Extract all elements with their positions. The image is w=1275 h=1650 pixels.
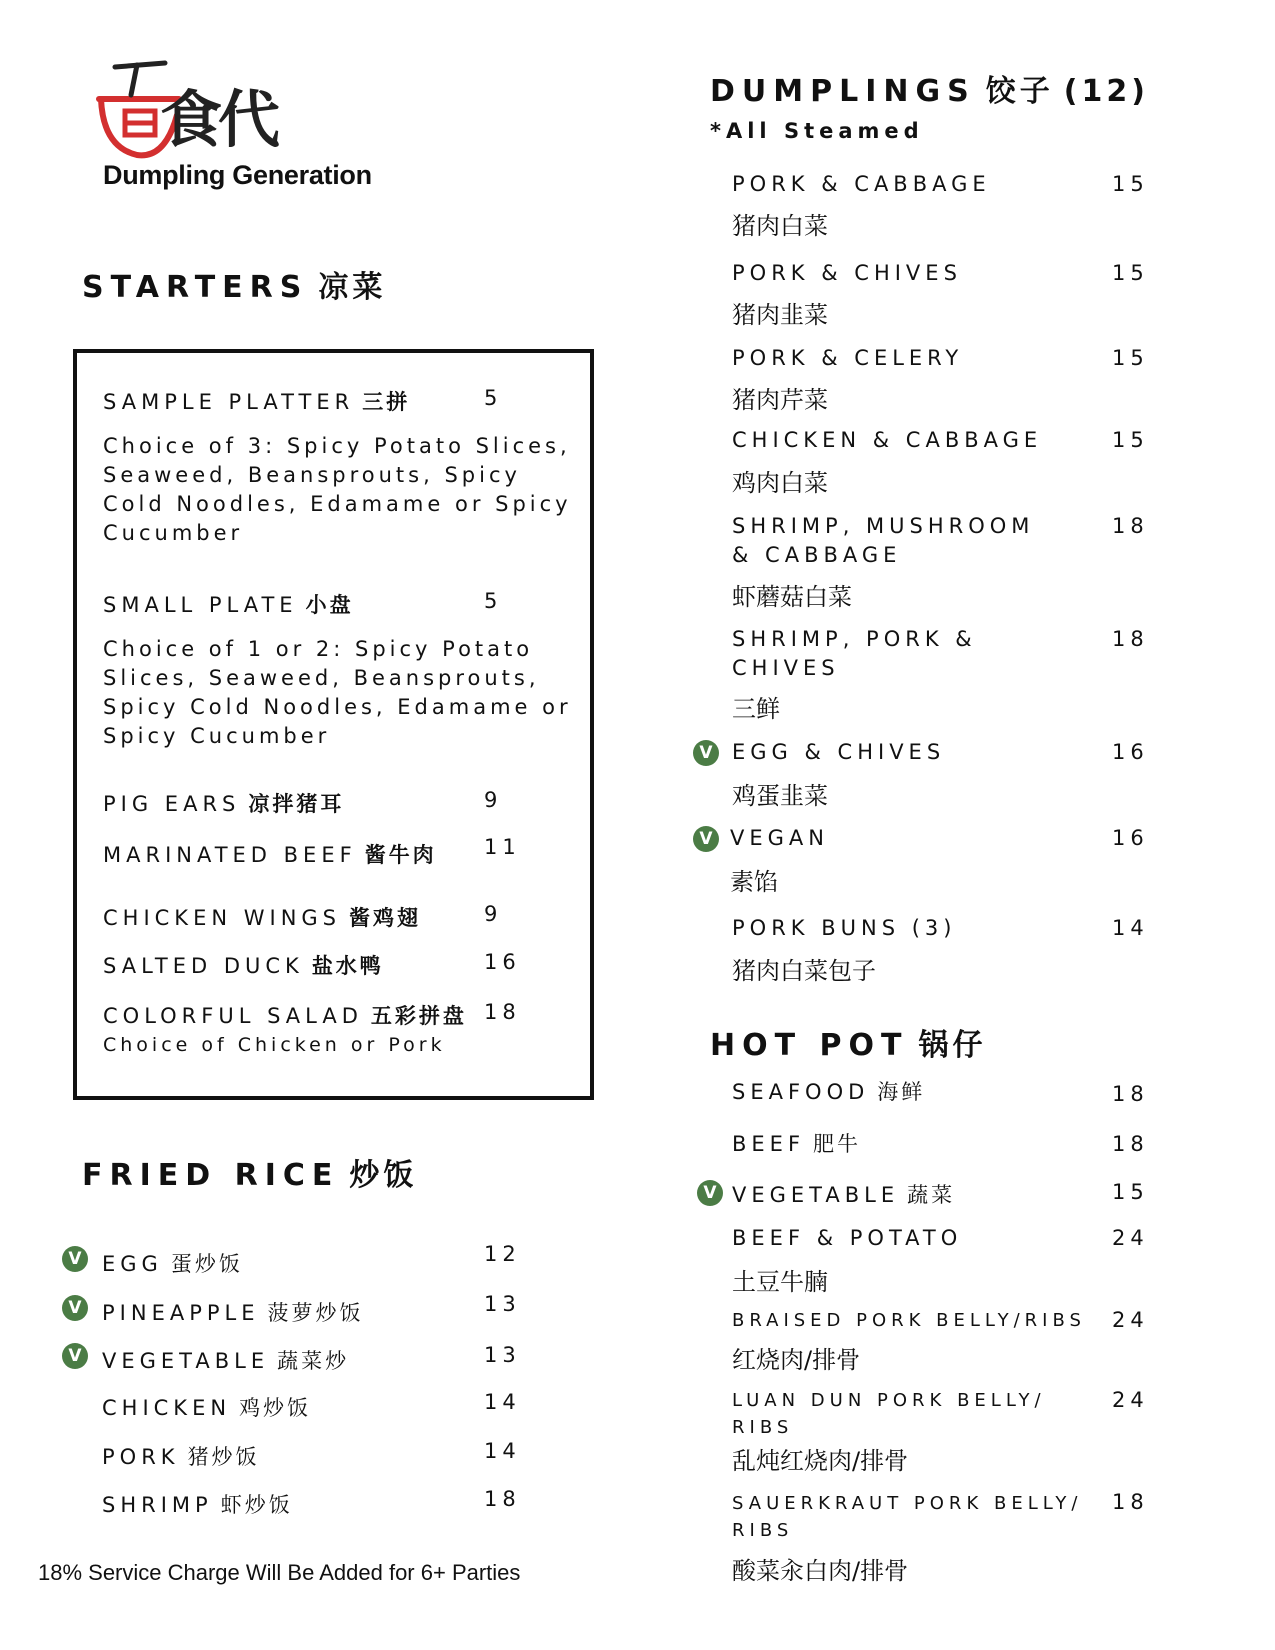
fried-rice-item-price: 18 (484, 1487, 521, 1511)
vegetarian-icon: V (62, 1246, 88, 1272)
dumpling-item-cn: 猪肉白菜 (732, 212, 828, 240)
hot-pot-item-cn: 土豆牛腩 (732, 1268, 828, 1296)
dumpling-item-price: 18 (1112, 514, 1149, 538)
starter-item-name: SALTED DUCK 盐水鸭 (103, 954, 384, 978)
dumpling-item-cn: 鸡肉白菜 (732, 469, 828, 497)
dumpling-item-name: CHICKEN & CABBAGE (732, 428, 1043, 452)
starter-item-desc: Choice of 1 or 2: Spicy Potato Slices, Seaweed, Beansprouts, Spicy Cold Noodles, Edamame or Spicy Cucumber (103, 637, 572, 748)
dumpling-item-cn: 三鲜 (732, 695, 780, 723)
dumpling-item-price: 15 (1112, 261, 1149, 285)
dumpling-item-name: PORK & CHIVES (732, 261, 962, 285)
starter-item-name: SAMPLE PLATTER 三拼 (103, 390, 411, 414)
dumpling-item-name: CHIVES (732, 656, 840, 680)
starter-item-name: MARINATED BEEF 酱牛肉 (103, 843, 437, 867)
hot-pot-item-price: 24 (1112, 1308, 1149, 1332)
starter-item-name: SMALL PLATE 小盘 (103, 593, 354, 617)
hot-pot-item-name: SEAFOOD 海鲜 (732, 1080, 926, 1104)
hot-pot-item-name: SAUERKRAUT PORK BELLY/ (732, 1493, 1083, 1514)
hot-pot-item-name: BEEF 肥牛 (732, 1132, 862, 1156)
hot-pot-item-cn: 红烧肉/排骨 (732, 1346, 861, 1374)
dumpling-item-price: 15 (1112, 428, 1149, 452)
dumpling-item-name: PORK & CELERY (732, 346, 964, 370)
dumpling-item-name: SHRIMP, PORK & (732, 627, 977, 651)
vegetarian-icon: V (62, 1343, 88, 1369)
starter-item-name: COLORFUL SALAD 五彩拼盘 (103, 1004, 467, 1028)
dumpling-item-name: & CABBAGE (732, 543, 902, 567)
starter-item-name: PIG EARS 凉拌猪耳 (103, 792, 345, 816)
hot-pot-item-price: 18 (1112, 1132, 1149, 1156)
starter-item-price: 11 (484, 835, 521, 859)
fried-rice-item-name: EGG 蛋炒饭 (102, 1252, 243, 1276)
hot-pot-item-price: 24 (1112, 1226, 1149, 1250)
vegetarian-icon: V (693, 826, 719, 852)
dumplings-subtitle: *All Steamed (710, 119, 924, 143)
fried-rice-item-price: 13 (484, 1292, 521, 1316)
fried-rice-item-name: CHICKEN 鸡炒饭 (102, 1396, 312, 1420)
fried-rice-item-price: 12 (484, 1242, 521, 1266)
vegetarian-icon: V (693, 740, 719, 766)
hot-pot-item-price: 18 (1112, 1082, 1149, 1106)
dumpling-item-price: 16 (1112, 740, 1149, 764)
fried-rice-item-name: SHRIMP 虾炒饭 (102, 1493, 293, 1517)
fried-rice-item-name: PINEAPPLE 菠萝炒饭 (102, 1301, 364, 1325)
dumpling-item-name: PORK & CABBAGE (732, 172, 991, 196)
hot-pot-item-name: RIBS (732, 1417, 794, 1438)
dumpling-item-cn: 虾蘑菇白菜 (732, 583, 852, 611)
dumplings-title: DUMPLINGS 饺子 (12) (710, 74, 1149, 109)
dumpling-item-cn: 猪肉白菜包子 (732, 957, 876, 985)
dumpling-item-name: EGG & CHIVES (732, 740, 946, 764)
starter-item-price: 5 (484, 589, 503, 613)
hot-pot-item-name: RIBS (732, 1520, 794, 1541)
hot-pot-item-name: BEEF & POTATO (732, 1226, 963, 1250)
hot-pot-item-price: 24 (1112, 1388, 1149, 1412)
fried-rice-item-name: PORK 猪炒饭 (102, 1445, 260, 1469)
starter-item-price: 18 (484, 1000, 521, 1024)
dumpling-item-price: 16 (1112, 826, 1149, 850)
starter-item-desc: Choice of 3: Spicy Potato Slices, Seaweed, Beansprouts, Spicy Cold Noodles, Edamame or Spicy Cucumber (103, 434, 572, 545)
dumpling-item-name: SHRIMP, MUSHROOM (732, 514, 1035, 538)
fried-rice-item-name: VEGETABLE 蔬菜炒 (102, 1349, 350, 1373)
starter-item-price: 5 (484, 386, 503, 410)
dumpling-item-name: VEGAN (730, 826, 829, 850)
hot-pot-item-price: 18 (1112, 1490, 1149, 1514)
fried-rice-title: FRIED RICE 炒饭 (82, 1158, 418, 1193)
starter-item-name: CHICKEN WINGS 酱鸡翅 (103, 906, 422, 930)
starter-item-price: 16 (484, 950, 521, 974)
starter-item-price: 9 (484, 788, 503, 812)
dumpling-item-price: 15 (1112, 346, 1149, 370)
hot-pot-item-name: LUAN DUN PORK BELLY/ (732, 1390, 1046, 1411)
restaurant-name: Dumpling Generation (103, 160, 372, 190)
service-charge-note: 18% Service Charge Will Be Added for 6+ Parties (38, 1560, 521, 1585)
dumpling-item-cn: 猪肉韭菜 (732, 301, 828, 329)
dumpling-item-price: 14 (1112, 916, 1149, 940)
fried-rice-item-price: 14 (484, 1439, 521, 1463)
dumpling-item-price: 15 (1112, 172, 1149, 196)
fried-rice-item-price: 14 (484, 1390, 521, 1414)
vegetarian-icon: V (62, 1295, 88, 1321)
vegetarian-icon: V (697, 1180, 723, 1206)
hot-pot-title: HOT POT 锅仔 (710, 1028, 987, 1063)
dumpling-item-cn: 猪肉芹菜 (732, 386, 828, 414)
dumpling-item-name: PORK BUNS (3) (732, 916, 957, 940)
starters-title: STARTERS 凉菜 (82, 270, 387, 305)
logo-chinese-text: 食代 (160, 83, 277, 156)
hot-pot-item-price: 15 (1112, 1180, 1149, 1204)
dumpling-item-price: 18 (1112, 627, 1149, 651)
hot-pot-item-name: BRAISED PORK BELLY/RIBS (732, 1310, 1086, 1331)
hot-pot-item-cn: 乱炖红烧肉/排骨 (732, 1447, 909, 1475)
starter-item-price: 9 (484, 902, 503, 926)
dumpling-item-cn: 素馅 (730, 868, 778, 896)
dumpling-item-cn: 鸡蛋韭菜 (732, 782, 828, 810)
hot-pot-item-cn: 酸菜汆白肉/排骨 (732, 1557, 909, 1585)
hot-pot-item-name: VEGETABLE 蔬菜 (732, 1183, 956, 1207)
starter-item-desc: Choice of Chicken or Pork (103, 1034, 446, 1056)
fried-rice-item-price: 13 (484, 1343, 521, 1367)
